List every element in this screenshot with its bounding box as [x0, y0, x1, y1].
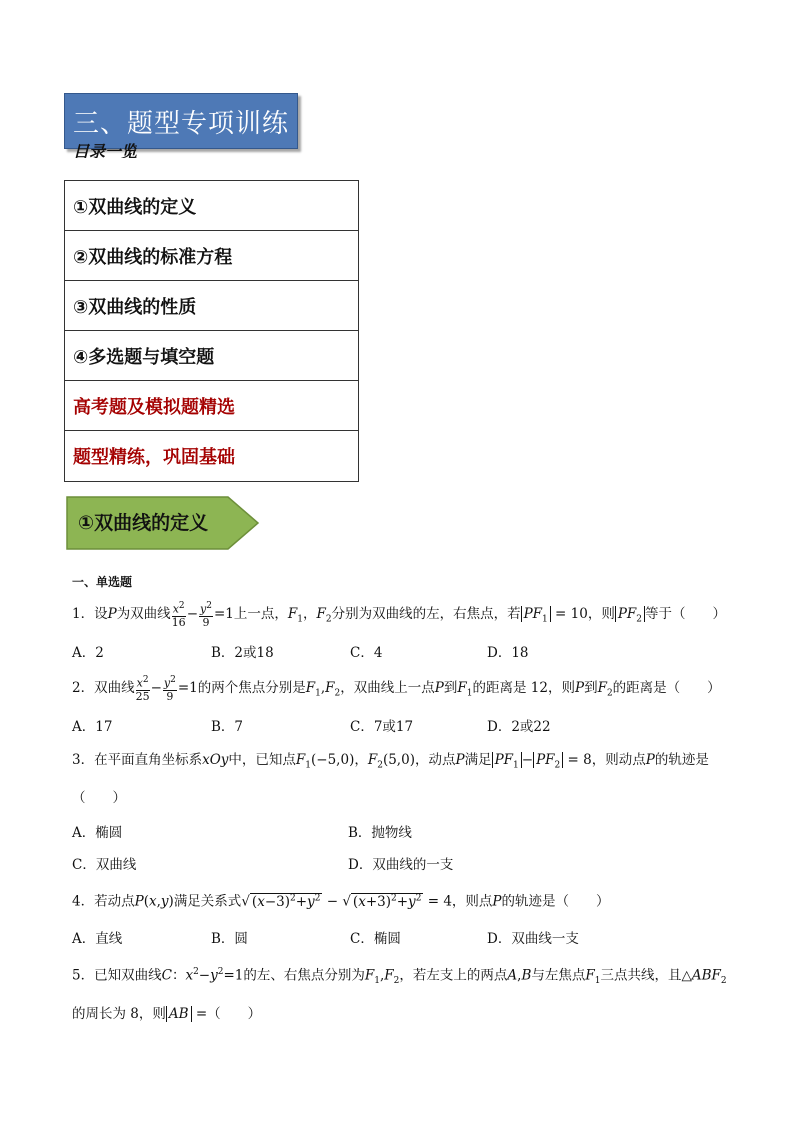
- toc-caption: 目录一览: [73, 143, 138, 158]
- question-3-line2: （ ）: [72, 790, 126, 806]
- option[interactable]: A．直线: [72, 931, 123, 947]
- section-heading: 一、单选题: [72, 575, 133, 589]
- toc-item[interactable]: 题型精练，巩固基础: [73, 447, 235, 468]
- toc-item[interactable]: ④多选题与填空题: [65, 331, 358, 381]
- section-arrow: [66, 496, 258, 550]
- question-5-line2: 的周长为 8，则 AB =（ ）: [72, 1006, 262, 1022]
- toc-table: [64, 180, 359, 482]
- toc-item[interactable]: ①双曲线的定义: [65, 181, 358, 231]
- option[interactable]: D．双曲线一支: [487, 931, 579, 947]
- question-1: 1．设P为双曲线 $\frac{x^2}{16}$ − $\frac{y^2}{9}$ =1上一点，$F_1$，$F_2$分别为双曲线的左，右焦点，若 $PF_1 = 10$，则 $PF_2$ 等于（ ）: [72, 601, 727, 629]
- option[interactable]: C．椭圆: [350, 931, 401, 947]
- option[interactable]: D．双曲线的一支: [348, 857, 454, 873]
- option[interactable]: B．2或18: [211, 645, 274, 661]
- option[interactable]: D．18: [487, 645, 529, 661]
- option[interactable]: D．2或22: [487, 719, 551, 735]
- question-4: 4．若动点P(x,y)满足关系式√ $(x-3)^2+y^2$ − √ $(x+3)^2+y^2 = 4$，则点P的轨迹是（ ）: [72, 893, 610, 910]
- section-banner: 三、题型专项训练: [64, 93, 298, 149]
- toc-item[interactable]: 高考题及模拟题精选: [65, 381, 358, 431]
- option[interactable]: B．7: [211, 719, 244, 735]
- section-arrow-label: ①双曲线的定义: [78, 512, 209, 534]
- question-2: 2．双曲线 $\frac{x^2}{25}$ − $\frac{y^2}{9}$ =1的两个焦点分别是$F_1,F_2$，双曲线上一点P到$F_1$的距离是 12，则P到$F_2$的距离是（ ）: [72, 675, 721, 703]
- option[interactable]: B．圆: [211, 931, 248, 947]
- option[interactable]: B．抛物线: [348, 825, 412, 841]
- option[interactable]: A．2: [72, 645, 104, 661]
- question-5: 5．已知双曲线C：$x^2-y^2=1$的左、右焦点分别为$F_1,F_2$，若左支上的两点A,B与左焦点$F_1$三点共线，且$\triangle ABF_2$: [72, 967, 727, 987]
- option[interactable]: C．双曲线: [72, 857, 137, 873]
- toc-item[interactable]: ③双曲线的性质: [65, 281, 358, 331]
- option[interactable]: C．4: [350, 645, 383, 661]
- option[interactable]: A．椭圆: [72, 825, 123, 841]
- option[interactable]: C．7或17: [350, 719, 414, 735]
- toc-item[interactable]: ②双曲线的标准方程: [65, 231, 358, 281]
- question-3: 3．在平面直角坐标系xOy中，已知点$F_1(-5,0)$，$F_2(5,0)$，动点P满足 $PF_1 - PF_2 = 8$，则动点P的轨迹是: [72, 752, 709, 771]
- option[interactable]: A．17: [72, 719, 113, 735]
